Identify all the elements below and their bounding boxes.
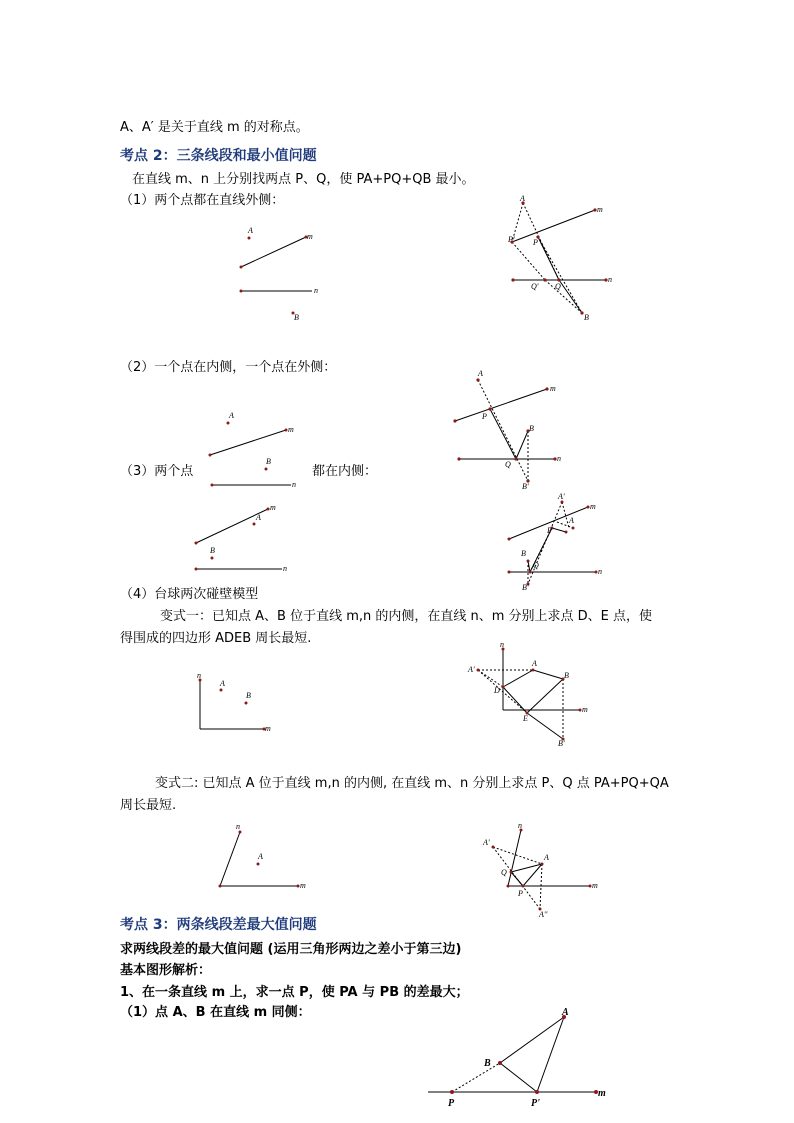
label-B: B — [266, 457, 271, 466]
label-A: A — [248, 226, 253, 235]
label-P-prime: P' — [508, 235, 515, 244]
label-m: m — [300, 881, 306, 890]
label-Q: Q — [501, 868, 507, 877]
intro-line: A、A′ 是关于直线 m 的对称点。 — [120, 120, 309, 135]
case4-text: （4）台球两次碰壁模型 — [120, 587, 259, 602]
label-m: m — [265, 724, 271, 733]
case2-text: （2）一个点在内侧，一个点在外侧： — [120, 360, 337, 375]
figure-variant2-setup — [210, 820, 320, 895]
variant2-line2: 周长最短. — [120, 798, 177, 813]
variant2-line1: 变式二: 已知点 A 位于直线 m,n 的内侧, 在直线 m、n 分别上求点 P、Q 点 PA+PQ+QA — [155, 776, 669, 791]
label-n: n — [197, 671, 201, 680]
figure-case1-setup — [230, 222, 330, 322]
basic-analysis: 基本图形解析： — [120, 963, 212, 978]
label-Q-prime: Q' — [531, 282, 539, 291]
item1-case1-text: （1）点 A、B 在直线 m 同侧： — [120, 1005, 311, 1020]
label-n: n — [598, 567, 602, 576]
label-A-prime: A' — [468, 665, 475, 674]
label-Q: Q — [533, 561, 539, 570]
section2-heading: 考点 2：三条线段和最小值问题 — [120, 148, 317, 164]
label-m: m — [550, 384, 556, 393]
section3-heading: 考点 3：两条线段差最大值问题 — [120, 917, 317, 933]
label-n: n — [518, 821, 522, 830]
label-Q: Q — [505, 460, 511, 469]
label-n: n — [608, 275, 612, 284]
label-m: m — [307, 232, 313, 241]
label-m: m — [590, 502, 596, 511]
figure-variant1-setup — [190, 670, 280, 740]
figure-case1-solution — [500, 192, 630, 327]
label-n: n — [236, 822, 240, 831]
label-n: n — [292, 480, 296, 489]
label-m: m — [270, 503, 276, 512]
label-B-prime: B' — [522, 583, 529, 592]
label-n: n — [500, 640, 504, 649]
label-m: m — [288, 425, 294, 434]
label-D: D — [494, 686, 500, 695]
label-B: B — [210, 546, 215, 555]
case3-text-b: 都在内侧： — [312, 464, 378, 479]
label-B-prime: B' — [558, 739, 565, 748]
item1-text: 1、在一条直线 m 上，求一点 P，使 PA 与 PB 的差最大； — [120, 985, 469, 1000]
section2-task: 在直线 m、n 上分别找两点 P、Q，使 PA+PQ+QB 最小。 — [132, 172, 475, 187]
label-n: n — [314, 286, 318, 295]
label-E: E — [523, 714, 528, 723]
label-n: n — [283, 564, 287, 573]
figure-variant1-solution — [465, 640, 595, 750]
case1-text: （1）两个点都在直线外侧： — [120, 193, 285, 208]
label-B-prime: B' — [522, 482, 529, 491]
case3-text-a: （3）两个点 — [120, 464, 194, 479]
label-B: B — [521, 549, 526, 558]
label-A: A — [544, 853, 549, 862]
figure-case3-solution — [500, 490, 610, 595]
label-n: n — [557, 454, 561, 463]
label-P: P — [482, 412, 487, 421]
label-A: A — [220, 679, 225, 688]
label-P: P — [518, 889, 523, 898]
section3-subheading: 求两线段差的最大值问题 (运用三角形两边之差小于第三边) — [120, 942, 462, 957]
label-B: B — [294, 313, 299, 322]
figure-case3-setup — [190, 500, 300, 580]
figure-case2-setup — [200, 405, 310, 495]
label-B: B — [529, 424, 534, 433]
label-m: m — [598, 1088, 606, 1099]
label-B: B — [564, 671, 569, 680]
label-P: P — [533, 238, 538, 247]
label-B: B — [484, 1058, 491, 1069]
label-A: A — [532, 659, 537, 668]
variant1-line1: 变式一：已知点 A、B 位于直线 m,n 的内侧，在直线 n、m 分别上求点 D、E 点，使 — [160, 609, 653, 624]
label-m: m — [597, 205, 603, 214]
label-A: A — [229, 411, 234, 420]
label-A: A — [562, 1007, 569, 1018]
figure-case2-solution — [450, 365, 580, 495]
label-P: P — [448, 1098, 455, 1109]
label-A: A — [258, 852, 263, 861]
figure-difference-max — [420, 1005, 620, 1115]
label-P-prime: P' — [531, 1098, 540, 1109]
label-B: B — [246, 691, 251, 700]
label-B: B — [584, 313, 589, 322]
figure-variant2-solution — [478, 820, 603, 920]
label-A: A — [478, 369, 483, 378]
label-A-prime: A' — [483, 838, 490, 847]
label-A-prime: A' — [558, 492, 565, 501]
label-m: m — [582, 705, 588, 714]
label-P: P — [547, 526, 552, 535]
label-A-double-prime: A'' — [539, 910, 548, 919]
label-Q: Q — [555, 282, 561, 291]
label-m: m — [592, 881, 598, 890]
variant1-line2: 得围成的四边形 ADEB 周长最短. — [120, 631, 312, 646]
label-A: A — [569, 516, 574, 525]
label-A: A — [256, 513, 261, 522]
label-A: A — [520, 194, 525, 203]
